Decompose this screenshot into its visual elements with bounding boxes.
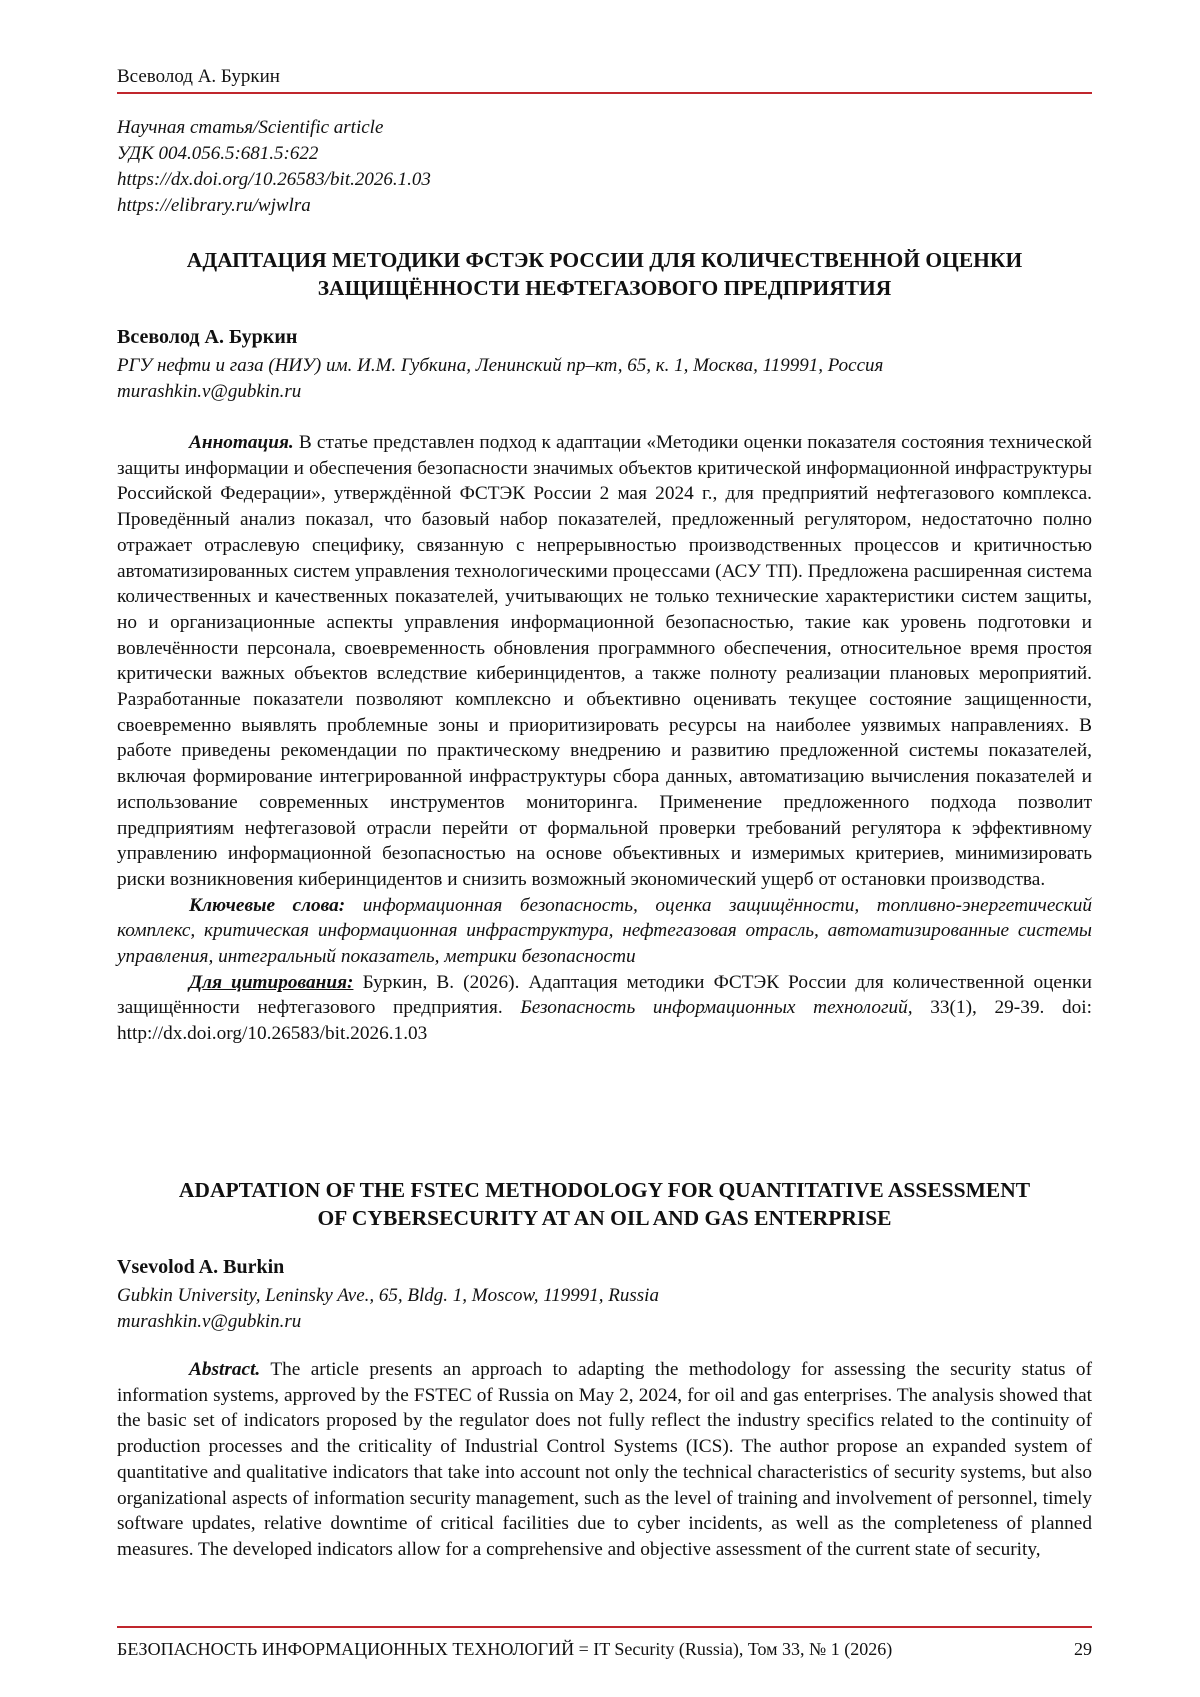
ru-keywords-text: информационная безопасность, оценка защищённости, топливно-энергетический комплекс, критическая информационная инфраструктура, нефтегазовая отрасль, автоматизированные системы управления, интегральный показатель, метрики безопасности	[117, 894, 1092, 968]
elibrary-link[interactable]: https://elibrary.ru/wjwlra	[117, 195, 311, 216]
en-title	[117, 1176, 1092, 1232]
ru-citation-text-1: Буркин, В. (2026). Адаптация методики ФСТЭК России для количественной оценки защищённости нефтегазового предприятия.	[117, 971, 1092, 1019]
en-abstract	[117, 1357, 1092, 1563]
en-abstract-label: Abstract.	[189, 1359, 261, 1380]
ru-citation-journal: Безопасность информационных технологий,	[520, 997, 913, 1019]
page-number: 29	[1074, 1639, 1092, 1659]
ru-author-name: Всеволод А. Буркин	[117, 326, 298, 348]
page-footer	[117, 1639, 1092, 1660]
en-title-line-2: OF CYBERSECURITY AT AN OIL AND GAS ENTERPRISE	[317, 1206, 892, 1230]
en-title-line-1: ADAPTATION OF THE FSTEC METHODOLOGY FOR QUANTITATIVE ASSESSMENT	[178, 1178, 1031, 1202]
ru-title-line-1: АДАПТАЦИЯ МЕТОДИКИ ФСТЭК РОССИИ ДЛЯ КОЛИЧЕСТВЕННОЙ ОЦЕНКИ	[186, 248, 1023, 272]
footer-journal: БЕЗОПАСНОСТЬ ИНФОРМАЦИОННЫХ ТЕХНОЛОГИЙ = IT Security (Russia), Том 33, № 1 (2026)	[117, 1639, 893, 1659]
ru-abstract-text: В статье представлен подход к адаптации «Методики оценки показателя состояния технической защиты информации и обеспечения безопасности значимых объектов критической информационной инфраструктуры Российской Федерации», утверждённой ФСТЭК России 2 мая 2024 г., для предприятий нефтегазового комплекса. Проведённый анализ показал, что базовый набор показателей, предложенный регулятором, недостаточно полно отражает отраслевую специфику, связанную с непрерывностью производственных процессов и критичностью автоматизированных систем управления технологическими процессами (АСУ ТП). Предложена расширенная система количественных и качественных показателей, учитывающих не только технические характеристики систем защиты, но и организационные аспекты управления информационной безопасностью, такие как уровень подготовки и вовлечённости персонала, своевременность обновления программного обеспечения, относительное время простоя критически важных объектов вследствие киберинцидентов, а также полноту реализации плановых мероприятий. Разработанные показатели позволяют комплексно и объективно оценивать текущее состояние защищенности, своевременно выявлять проблемные зоны и приоритизировать ресурсы на наиболее уязвимых направлениях. В работе приведены рекомендации по практическому внедрению и развитию предложенной системы показателей, включая формирование интегрированной инфраструктуры сбора данных, автоматизацию вычисления показателей и использование современных инструментов мониторинга. Применение предложенного подхода позволит предприятиям нефтегазовой отрасли перейти от формальной проверки требований регулятора к эффективному управлению информационной безопасностью на основе объективных и измеримых критериев, минимизировать риски возникновения киберинцидентов и снизить возможный экономический ущерб от остановки производства.	[117, 432, 1092, 890]
ru-title	[117, 246, 1092, 302]
ru-citation-label: Для цитирования:	[189, 971, 354, 993]
ru-keywords-label: Ключевые слова:	[189, 894, 346, 916]
ru-affiliation	[117, 353, 883, 405]
ru-email[interactable]: murashkin.v@gubkin.ru	[117, 381, 302, 402]
header-rule	[117, 92, 1092, 94]
en-email[interactable]: murashkin.v@gubkin.ru	[117, 1311, 302, 1332]
en-affiliation-address: Gubkin University, Leninsky Ave., 65, Bldg. 1, Moscow, 119991, Russia	[117, 1285, 659, 1306]
ru-abstract	[117, 430, 1092, 1047]
en-author-name: Vsevolod A. Burkin	[117, 1256, 285, 1278]
en-abstract-text: The article presents an approach to adapting the methodology for assessing the security status of information systems, approved by the FSTEC of Russia on May 2, 2024, for oil and gas enterprises. The analysis showed that the basic set of indicators proposed by the regulator does not fully reflect the industry specifics related to the continuity of production processes and the criticality of Industrial Control Systems (ICS). The author propose an expanded system of quantitative and qualitative indicators that take into account not only the technical characteristics of security systems, but also organizational aspects of information security management, such as the level of training and involvement of personnel, timely software updates, relative downtime of critical facilities due to cyber incidents, as well as the completeness of planned measures. The developed indicators allow for a comprehensive and objective assessment of the current state of security,	[117, 1359, 1092, 1560]
ru-affiliation-address: РГУ нефти и газа (НИУ) им. И.М. Губкина, Ленинский пр–кт, 65, к. 1, Москва, 119991, Россия	[117, 355, 884, 376]
udc-code: УДК 004.056.5:681.5:622	[117, 143, 319, 164]
ru-abstract-label: Аннотация.	[189, 432, 294, 453]
ru-citation-text-2: 33(1), 29-39. doi: http://dx.doi.org/10.26583/bit.2026.1.03	[117, 997, 1092, 1045]
doi-link[interactable]: https://dx.doi.org/10.26583/bit.2026.1.03	[117, 169, 431, 190]
running-header-author: Всеволод А. Буркин	[117, 66, 280, 87]
article-type: Научная статья/Scientific article	[117, 117, 384, 138]
footer-rule	[117, 1626, 1092, 1628]
en-affiliation	[117, 1283, 659, 1335]
ru-title-line-2: ЗАЩИЩЁННОСТИ НЕФТЕГАЗОВОГО ПРЕДПРИЯТИЯ	[317, 276, 892, 300]
article-meta	[117, 115, 431, 219]
